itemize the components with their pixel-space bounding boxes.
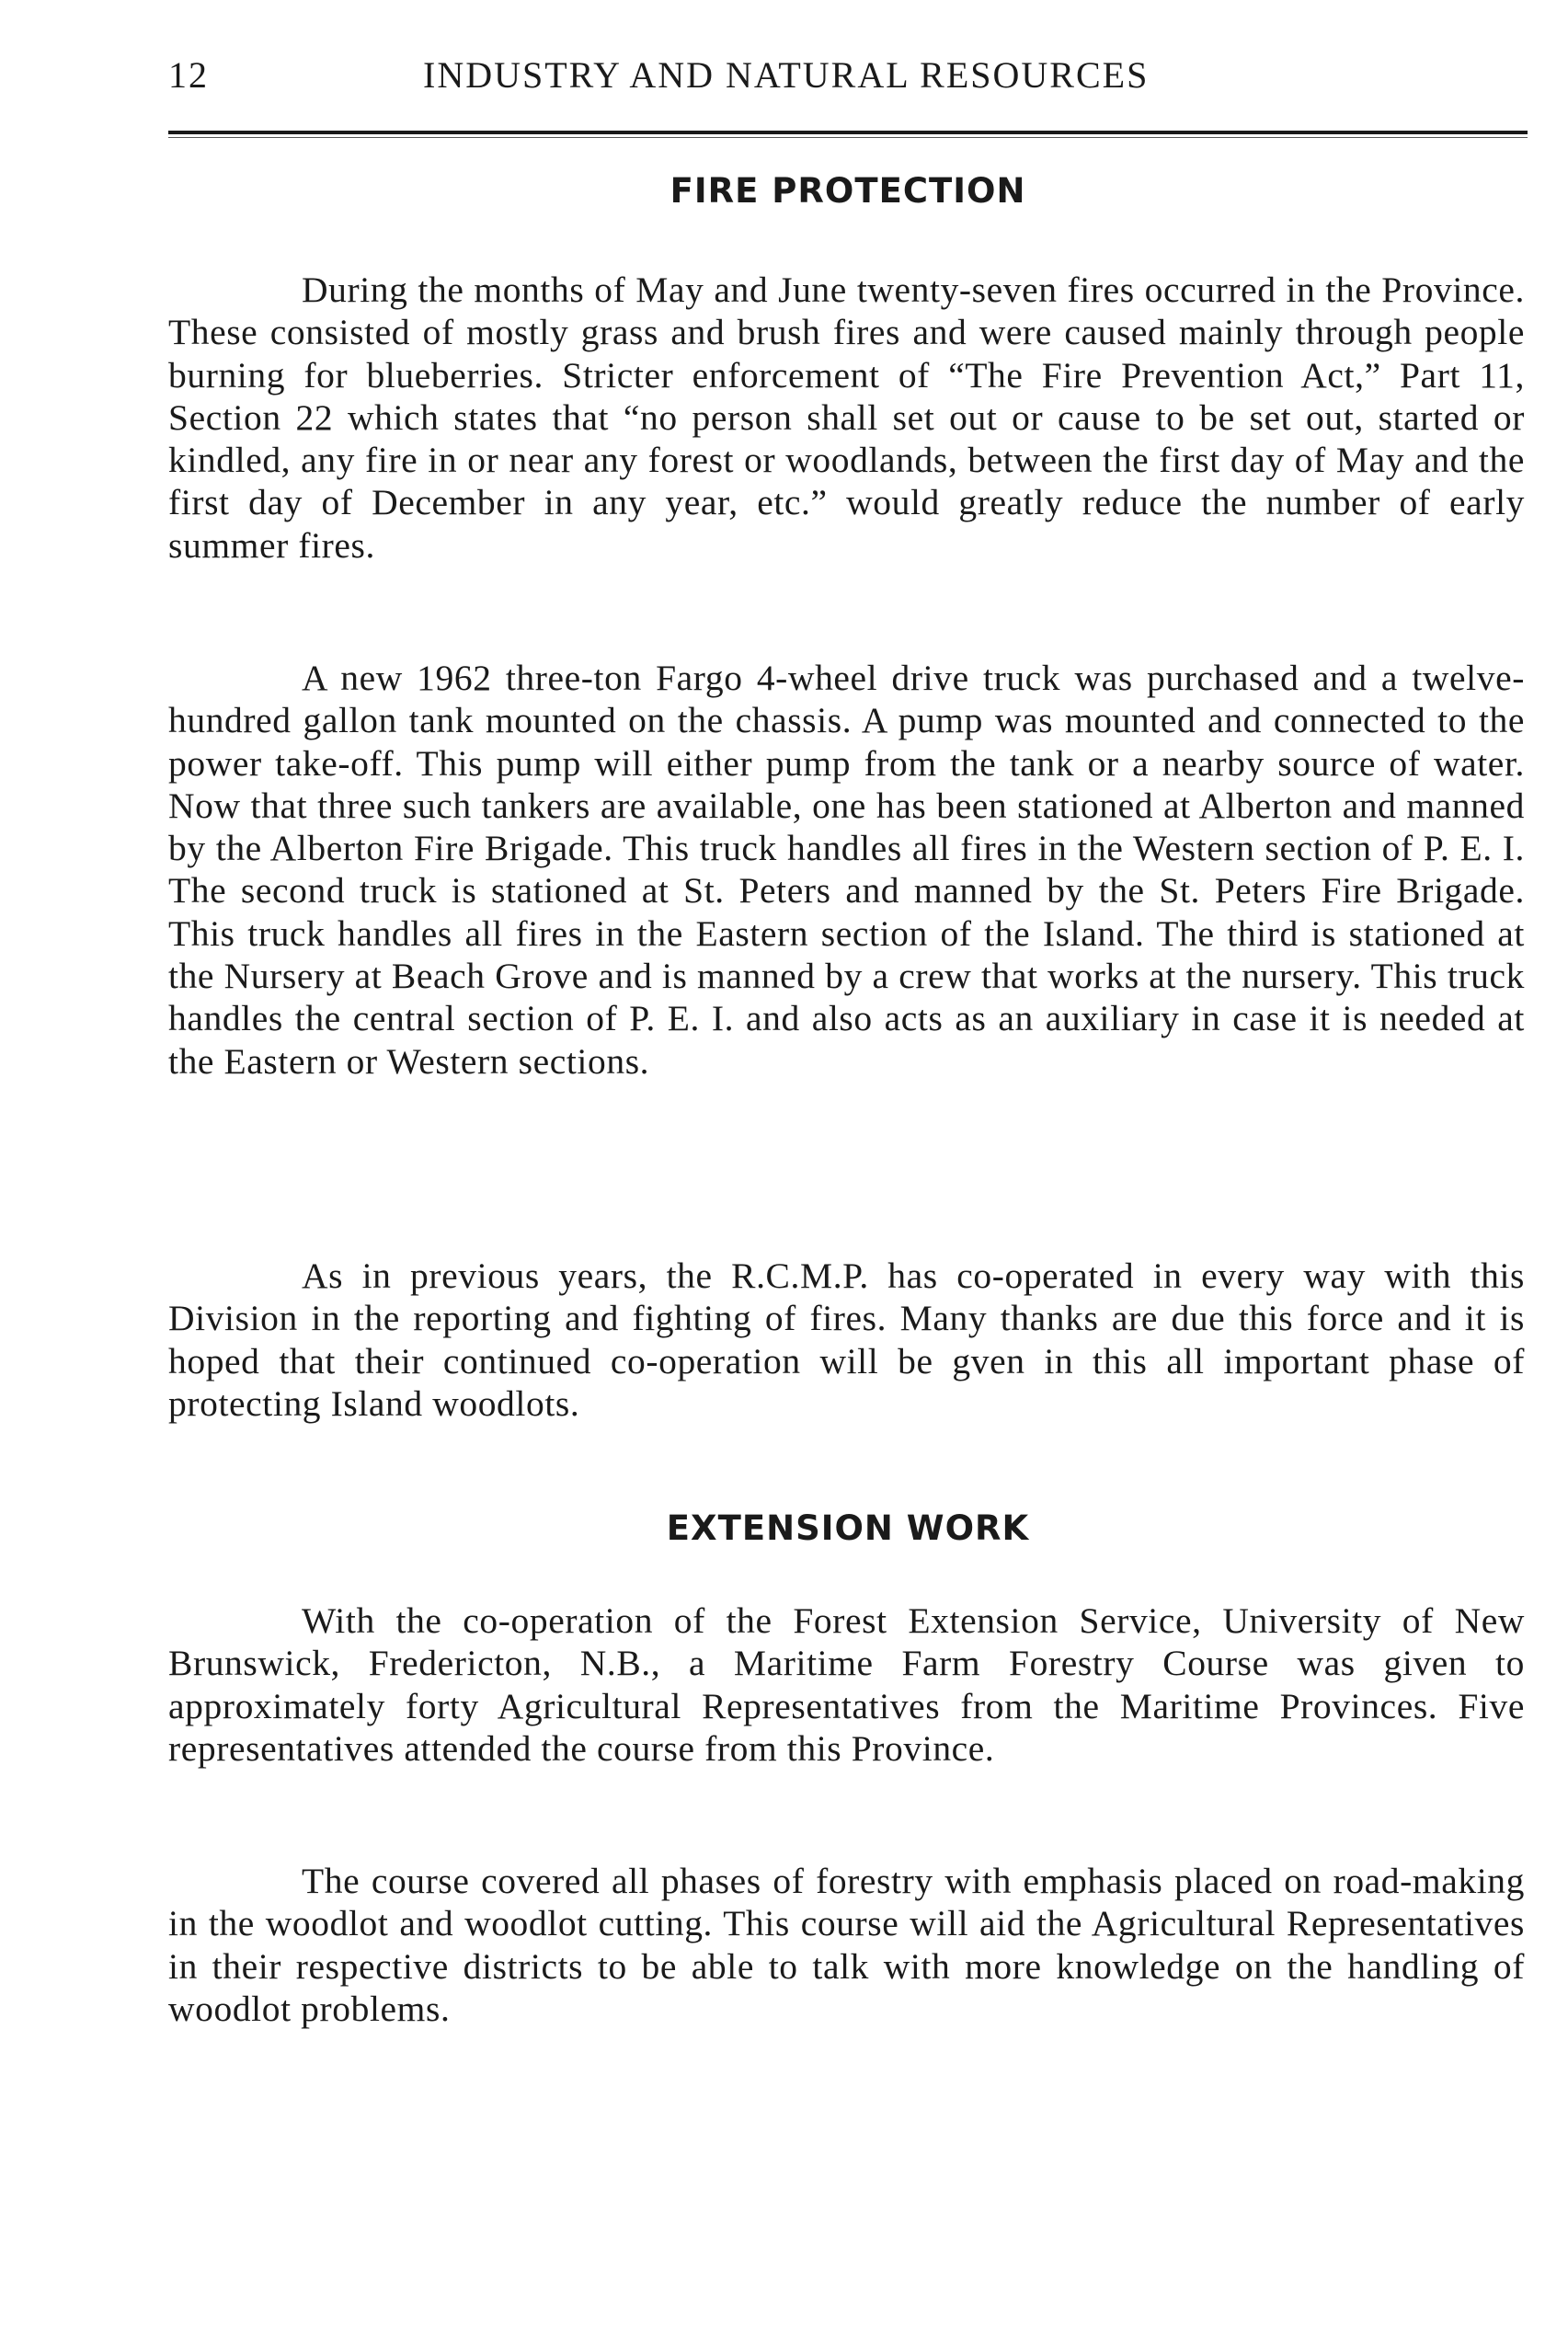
section-heading-fire-protection: FIRE PROTECTION — [670, 171, 1026, 211]
paragraph-course-coverage: The course covered all phases of forestry with emphasis placed on road-making in the woodlot and woodlot cutting. This course will aid the Agricultural Representatives in their respective districts to be able to talk with more knowledge on the handling of woodlot problems. — [168, 1861, 1525, 2029]
paragraph-rcmp-cooperation: As in previous years, the R.C.M.P. has co-operated in every way with this Division in the reporting and fighting of fires. Many thanks are due this force and it is hoped that their continued co-operation will be gven in this all important phase of protecting Island woodlots. — [168, 1255, 1525, 1424]
paragraph-fargo-truck: A new 1962 three-ton Fargo 4-wheel drive truck was purchased and a twelve-hundred gallon tank mounted on the chassis. A pump was mounted and connected to the power take-off. This pump will either pump from the tank or a nearby source of water. Now that three such tankers are available, one has been stationed at Alberton and manned by the Alberton Fire Brigade. This truck handles all fires in the Western section of P. E. I. The second truck is stationed at St. Peters and manned by the St. Peters Fire Brigade. This truck handles all fires in the Eastern section of the Island. The third is stationed at the Nursery at Beach Grove and is manned by a crew that works at the nursery. This truck handles the central section of P. E. I. and also acts as an auxiliary in case it is needed at the Eastern or Western sections. — [168, 658, 1525, 1082]
header-rule — [168, 131, 1528, 134]
page-number: 12 — [168, 54, 209, 96]
paragraph-farm-forestry-course: With the co-operation of the Forest Extension Service, University of New Brunswick, Fredericton, N.B., a Maritime Farm Forestry Course was given to approximately forty Agricultural Representatives from the Maritime Provinces. Five representatives attended the course from this Province. — [168, 1600, 1525, 1769]
header-rule-thin — [168, 137, 1528, 138]
running-title: INDUSTRY AND NATURAL RESOURCES — [423, 54, 1150, 96]
section-heading-extension-work: EXTENSION WORK — [666, 1508, 1030, 1548]
paragraph-fire-occurrences: During the months of May and June twenty-seven fires occurred in the Province. These consisted of mostly grass and brush fires and were caused mainly through people burning for blueberries. Stricter enforcement of “The Fire Prevention Act,” Part 11, Section 22 which states that “no person shall set out or cause to be set out, started or kindled, any fire in or near any forest or woodlands, between the first day of May and the first day of December in any year, etc.” would greatly reduce the number of early summer fires. — [168, 269, 1525, 566]
running-header — [168, 53, 1520, 109]
